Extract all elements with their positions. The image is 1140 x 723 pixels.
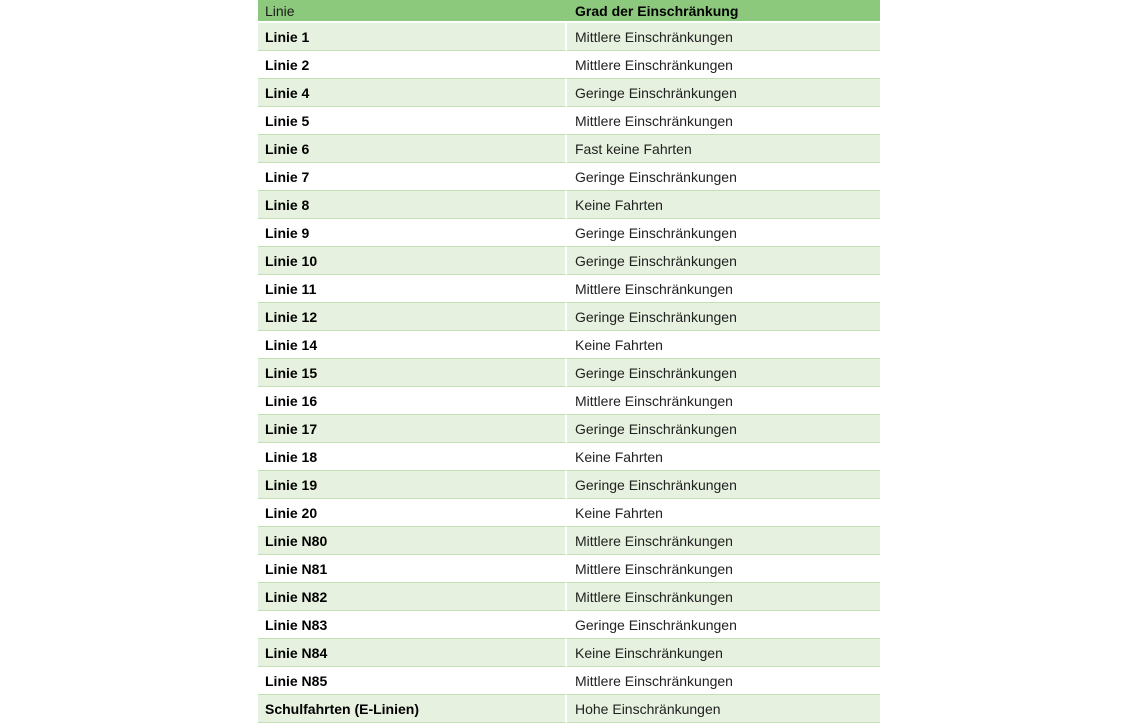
column-header-linie: Linie	[258, 0, 567, 23]
line-cell: Linie 1	[258, 23, 567, 51]
restriction-cell: Geringe Einschränkungen	[567, 163, 880, 191]
table-row	[258, 79, 880, 107]
restriction-cell: Keine Einschränkungen	[567, 639, 880, 667]
line-restrictions-table	[258, 0, 880, 723]
line-cell: Linie 5	[258, 107, 567, 135]
line-cell: Linie 4	[258, 79, 567, 107]
restriction-cell: Geringe Einschränkungen	[567, 303, 880, 331]
line-cell: Linie N80	[258, 527, 567, 555]
line-cell: Linie 19	[258, 471, 567, 499]
line-cell: Linie N85	[258, 667, 567, 695]
restriction-cell: Geringe Einschränkungen	[567, 359, 880, 387]
table-row	[258, 219, 880, 247]
line-cell: Schulfahrten (E-Linien)	[258, 695, 567, 723]
table-row	[258, 303, 880, 331]
line-cell: Linie 9	[258, 219, 567, 247]
table-row	[258, 23, 880, 51]
line-cell: Linie 16	[258, 387, 567, 415]
table-row	[258, 471, 880, 499]
restriction-cell: Mittlere Einschränkungen	[567, 527, 880, 555]
restriction-cell: Mittlere Einschränkungen	[567, 107, 880, 135]
line-cell: Linie 17	[258, 415, 567, 443]
table-row	[258, 583, 880, 611]
line-cell: Linie N82	[258, 583, 567, 611]
table-row	[258, 163, 880, 191]
restriction-cell: Geringe Einschränkungen	[567, 219, 880, 247]
line-cell: Linie 12	[258, 303, 567, 331]
table-row	[258, 51, 880, 79]
table-row	[258, 275, 880, 303]
restriction-cell: Keine Fahrten	[567, 499, 880, 527]
table-body	[258, 23, 880, 723]
table-row	[258, 527, 880, 555]
restriction-cell: Mittlere Einschränkungen	[567, 555, 880, 583]
line-cell: Linie 11	[258, 275, 567, 303]
restriction-cell: Fast keine Fahrten	[567, 135, 880, 163]
table-row	[258, 331, 880, 359]
table-row	[258, 247, 880, 275]
line-cell: Linie 20	[258, 499, 567, 527]
table-row	[258, 611, 880, 639]
table-row	[258, 415, 880, 443]
restriction-cell: Keine Fahrten	[567, 443, 880, 471]
restriction-cell: Mittlere Einschränkungen	[567, 667, 880, 695]
line-cell: Linie N83	[258, 611, 567, 639]
line-cell: Linie 14	[258, 331, 567, 359]
restriction-cell: Mittlere Einschränkungen	[567, 387, 880, 415]
restriction-cell: Keine Fahrten	[567, 191, 880, 219]
restriction-cell: Mittlere Einschränkungen	[567, 51, 880, 79]
table-row	[258, 639, 880, 667]
restriction-cell: Geringe Einschränkungen	[567, 611, 880, 639]
line-cell: Linie N84	[258, 639, 567, 667]
line-cell: Linie 2	[258, 51, 567, 79]
table-row	[258, 499, 880, 527]
restriction-cell: Mittlere Einschränkungen	[567, 583, 880, 611]
line-cell: Linie 18	[258, 443, 567, 471]
table-row	[258, 387, 880, 415]
line-cell: Linie 8	[258, 191, 567, 219]
table-row	[258, 443, 880, 471]
line-cell: Linie 7	[258, 163, 567, 191]
table-row	[258, 555, 880, 583]
line-cell: Linie 10	[258, 247, 567, 275]
column-header-grad-der-einschraenkung: Grad der Einschränkung	[567, 0, 880, 23]
restriction-cell: Keine Fahrten	[567, 331, 880, 359]
line-cell: Linie N81	[258, 555, 567, 583]
table-row	[258, 191, 880, 219]
restriction-cell: Mittlere Einschränkungen	[567, 275, 880, 303]
table-row	[258, 135, 880, 163]
line-cell: Linie 6	[258, 135, 567, 163]
table-row	[258, 667, 880, 695]
table-row	[258, 359, 880, 387]
restriction-cell: Hohe Einschränkungen	[567, 695, 880, 723]
restriction-cell: Geringe Einschränkungen	[567, 415, 880, 443]
restriction-cell: Geringe Einschränkungen	[567, 247, 880, 275]
restrictions-table	[258, 0, 880, 723]
line-cell: Linie 15	[258, 359, 567, 387]
restriction-cell: Mittlere Einschränkungen	[567, 23, 880, 51]
table-row	[258, 107, 880, 135]
header-row	[258, 0, 880, 23]
restriction-cell: Geringe Einschränkungen	[567, 471, 880, 499]
restriction-cell: Geringe Einschränkungen	[567, 79, 880, 107]
table-row	[258, 695, 880, 723]
